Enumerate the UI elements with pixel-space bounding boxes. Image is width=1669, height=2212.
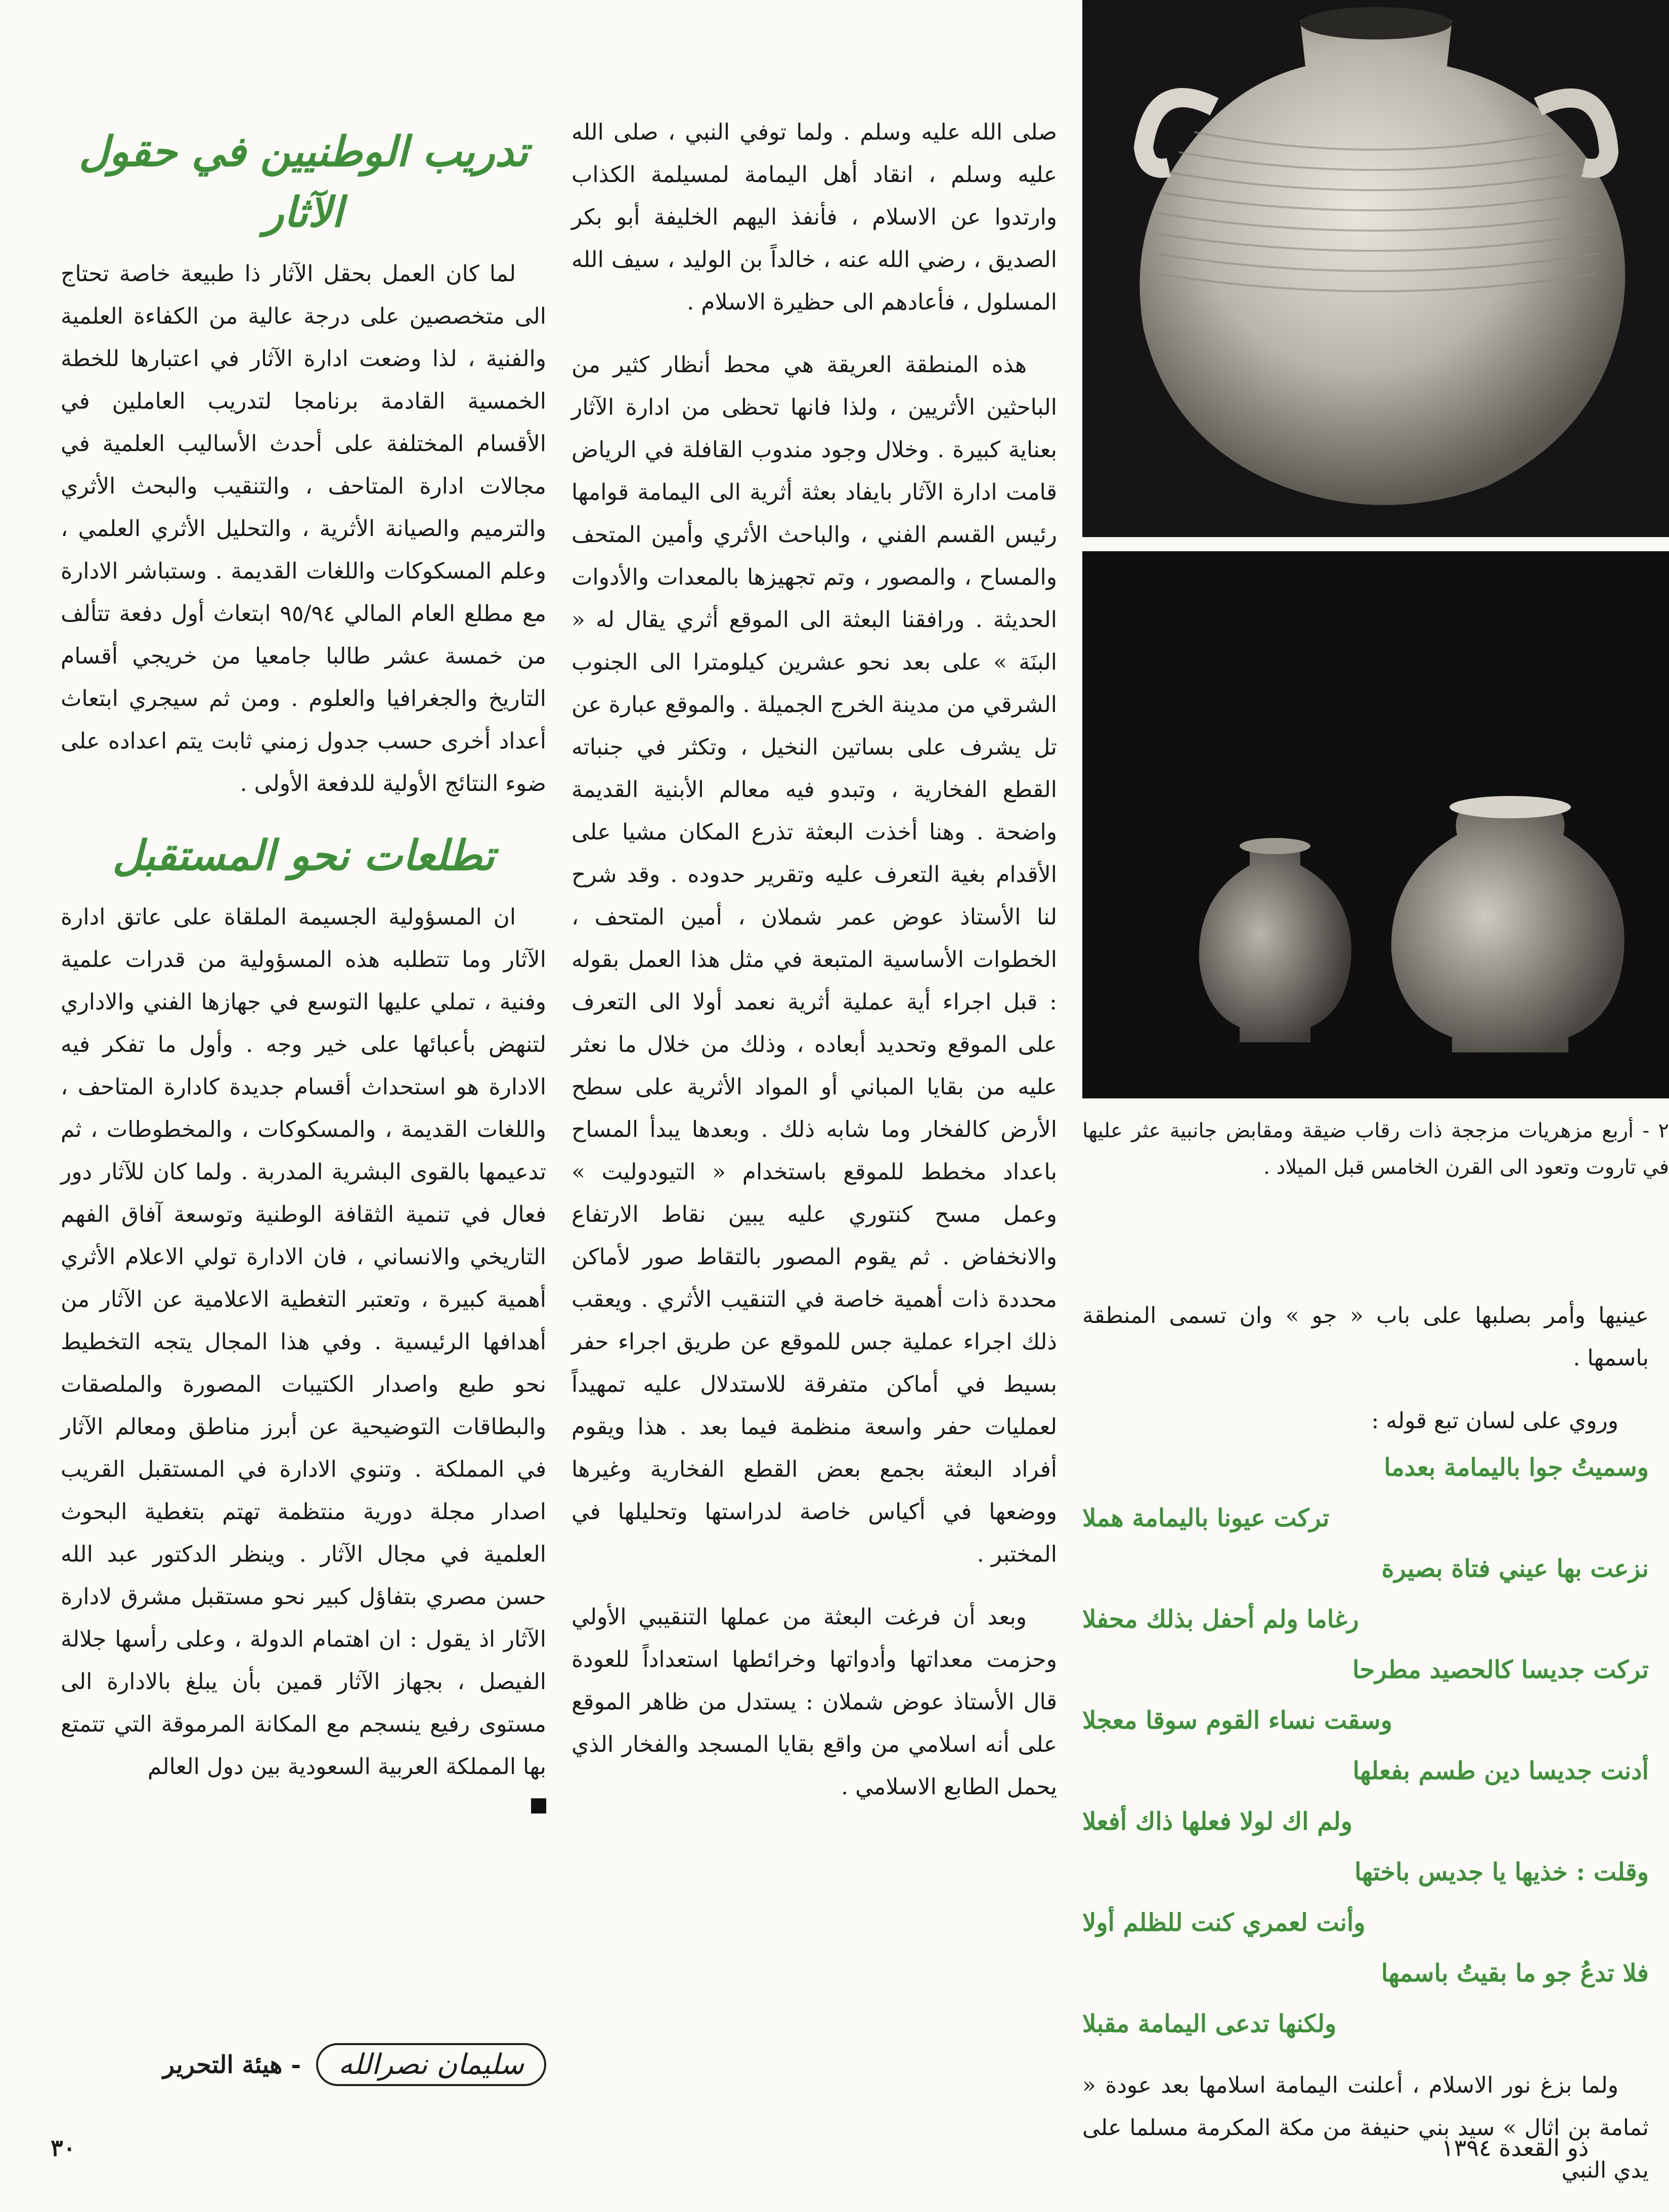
poem-verse: رغاما ولم أحفل بذلك محفلا <box>1082 1605 1359 1633</box>
photo-large-jar <box>1082 0 1669 537</box>
poem-verse: ولكنها تدعى اليمامة مقبلا <box>1082 2010 1337 2038</box>
poem-verse: تركت عيونا باليمامة هملا <box>1082 1504 1330 1532</box>
poem-verse: فلا تدعُ جو ما بقيتُ باسمها <box>1381 1959 1649 1987</box>
poem-verse: وسقت نساء القوم سوقا معجلا <box>1082 1706 1392 1735</box>
footer-page-number: ٣٠ <box>51 2134 76 2161</box>
paragraph-tail: عينيها وأمر بصلبها على باب « جو » وان تسمى المنطقة باسمها . <box>1082 1303 1649 1371</box>
poem-verse: وسميتُ جوا باليمامة بعدما <box>1384 1453 1649 1482</box>
poem-verse: ولم اك لولا فعلها ذاك أفعلا <box>1082 1807 1353 1836</box>
poem-intro: وروي على لسان تبع قوله : <box>1371 1408 1618 1434</box>
signature-name: سليمان نصرالله <box>316 2043 546 2086</box>
section-heading-training: تدريب الوطنيين في حقول الآثار <box>78 127 529 237</box>
footer-issue: ذو القعدة ١٣٩٤ <box>1441 2134 1589 2161</box>
paragraph-end: ولما بزغ نور الاسلام ، أعلنت اليمامة اسلامها بعد عودة « ثمامة بن اثال » سيد بني حنيفة من مكة المكرمة مسلما على يدي النبي <box>1082 2072 1649 2183</box>
poem-verse: نزعت بها عيني فتاة بصيرة <box>1381 1555 1649 1583</box>
column-middle <box>572 111 1057 1829</box>
poem <box>1082 1442 1649 2049</box>
paragraph: ان المسؤولية الجسيمة الملقاة على عاتق ادارة الآثار وما تتطلبه هذه المسؤولية من قدرات علمية وفنية ، تملي عليها التوسع في جهازها الفني والاداري لتنهض بأعبائها على خير وجه . وأول ما تفكر فيه الادارة هو استحداث أقسام جديدة كادارة المتاحف ، واللغات القديمة ، والمسكوكات ، والمخطوطات ، ثم تدعيمها بالقوى البشرية المدربة . ولما كان للآثار دور فعال في تنمية الثقافة الوطنية وتوسعة آفاق الفهم التاريخي والانساني ، فان الادارة تولي الاعلام الأثري أهمية كبيرة ، وتعتبر التغطية الاعلامية عن الآثار من أهدافها الرئيسية . وفي هذا المجال يتجه التخطيط نحو طبع واصدار الكتيبات المصورة والملصقات والبطاقات التوضيحية عن أبرز مناطق ومعالم الآثار في المملكة . وتنوي الادارة في المستقبل القريب اصدار مجلة دورية منتظمة تهتم بتغطية البحوث العلمية في مجال الآثار . وينظر الدكتور عبد الله حسن مصري بتفاؤل كبير نحو مستقبل مشرق لادارة الآثار اذ يقول : ان اهتمام الدولة ، وعلى رأسها جلالة الفيصل ، بجهاز الآثار قمين بأن يبلغ بالادارة الى مستوى رفيع ينسجم مع المكانة المرموقة التي تتمتع بها المملكة العربية السعودية بين دول العالم <box>61 904 546 1780</box>
section-heading-future: تطلعات نحو المستقبل <box>112 831 495 880</box>
paragraph: لما كان العمل بحقل الآثار ذا طبيعة خاصة تحتاج الى متخصصين على درجة عالية من الكفاءة العلمية والفنية ، لذا وضعت ادارة الآثار في اعتبارها للخطة الخمسية القادمة برنامجا لتدريب العاملين في الأقسام المختلفة على أحدث الأساليب العلمية في مجالات ادارة المتاحف ، والتنقيب والبحث الأثري والترميم والصيانة الأثرية ، والتحليل الأثري العلمي ، وعلم المسكوكات واللغات القديمة . وستباشر الادارة مع مطلع العام المالي ٩٥/٩٤ ابتعاث أول دفعة تتألف من خمسة عشر طالبا جامعيا من خريجي أقسام التاريخ والجغرافيا والعلوم . ومن ثم سيجري ابتعاث أعداد أخرى حسب جدول زمني ثابت يتم اعداده على ضوء النتائج الأولية للدفعة الأولى . <box>61 261 547 797</box>
poem-verse: وأنت لعمري كنت للظلم أولا <box>1082 1909 1366 1937</box>
poem-verse: وقلت : خذيها يا جديس باختها <box>1354 1858 1649 1886</box>
column-left <box>61 121 546 1813</box>
vases-illustration <box>1083 552 1669 1098</box>
paragraph: صلى الله عليه وسلم . ولما توفي النبي ، صلى الله عليه وسلم ، انقاد أهل اليمامة لمسيلمة الكذاب وارتدوا عن الاسلام ، فأنفذ اليهم الخليفة أبو بكر الصديق ، رضي الله عنه ، خالداً بن الوليد ، سيف الله المسلول ، فأعادهم الى حظيرة الاسلام . <box>572 119 1057 315</box>
end-mark-icon <box>531 1798 546 1813</box>
paragraph: وبعد أن فرغت البعثة من عملها التنقيبي الأولي وحزمت معداتها وأدواتها وخرائطها استعداداً للعودة قال الأستاذ عوض شملان : يستدل من ظاهر الموقع على أنه اسلامي من واقع بقايا المسجد والفخار الذي يحمل الطابع الاسلامي . <box>572 1604 1057 1800</box>
photo-two-vases <box>1082 551 1669 1098</box>
poem-verse: تركت جديسا كالحصيد مطرحا <box>1352 1656 1649 1684</box>
column-right <box>1082 1295 1649 2212</box>
signature-row <box>61 2043 546 2086</box>
signature-org: - هيئة التحرير <box>162 2050 301 2079</box>
photo-caption: ٢ - أربع مزهريات مزججة ذات رقاب ضيقة ومقابض جانبية عثر عليها في تاروت وتعود الى القرن الخامس قبل الميلاد . <box>1082 1119 1669 1179</box>
poem-verse: أدنت جديسا دين طسم بفعلها <box>1352 1757 1649 1785</box>
jar-illustration <box>1083 1 1669 537</box>
paragraph: هذه المنطقة العريقة هي محط أنظار كثير من الباحثين الأثريين ، ولذا فانها تحظى من ادارة الآثار بعناية كبيرة . وخلال وجود مندوب القافلة في الرياض قامت ادارة الآثار بايفاد بعثة أثرية الى اليمامة قوامها رئيس القسم الفني ، والباحث الأثري وأمين المتحف والمساح ، والمصور ، وتم تجهيزها بالمعدات والأدوات الحديثة . ورافقنا البعثة الى الموقع أثري يقال له « البنَة » على بعد نحو عشرين كيلومترا الى الجنوب الشرقي من مدينة الخرج الجميلة . والموقع عبارة عن تل يشرف على بساتين النخيل ، وتكثر في جنباته القطع الفخارية ، وتبدو فيه معالم الأبنية القديمة واضحة . وهنا أخذت البعثة تذرع المكان مشيا على الأقدام بغية التعرف عليه وتقرير حدوده . وقد شرح لنا الأستاذ عوض عمر شملان ، أمين المتحف ، الخطوات الأساسية المتبعة في مثل هذا العمل بقوله : قبل اجراء أية عملية أثرية نعمد أولا الى التعرف على الموقع وتحديد أبعاده ، وذلك من خلال ما نعثر عليه من بقايا المباني أو المواد الأثرية على سطح الأرض كالفخار وما شابه ذلك . وبعدها يبدأ المساح باعداد مخطط للموقع باستخدام « التيودوليت » وعمل مسح كنتوري عليه يبين نقاط الارتفاع والانخفاض . ثم يقوم المصور بالتقاط صور لأماكن محددة ذات أهمية خاصة في التنقيب الأثري . ويعقب ذلك اجراء عملية جس للموقع عن طريق اجراء حفر بسيط في أماكن متفرقة للاستدلال عليه تمهيداً لعمليات حفر واسعة منظمة فيما بعد . هذا ويقوم أفراد البعثة بجمع بعض القطع الفخارية وغيرها ووضعها في أكياس خاصة لدراستها وتحليلها في المختبر . <box>572 352 1057 1567</box>
